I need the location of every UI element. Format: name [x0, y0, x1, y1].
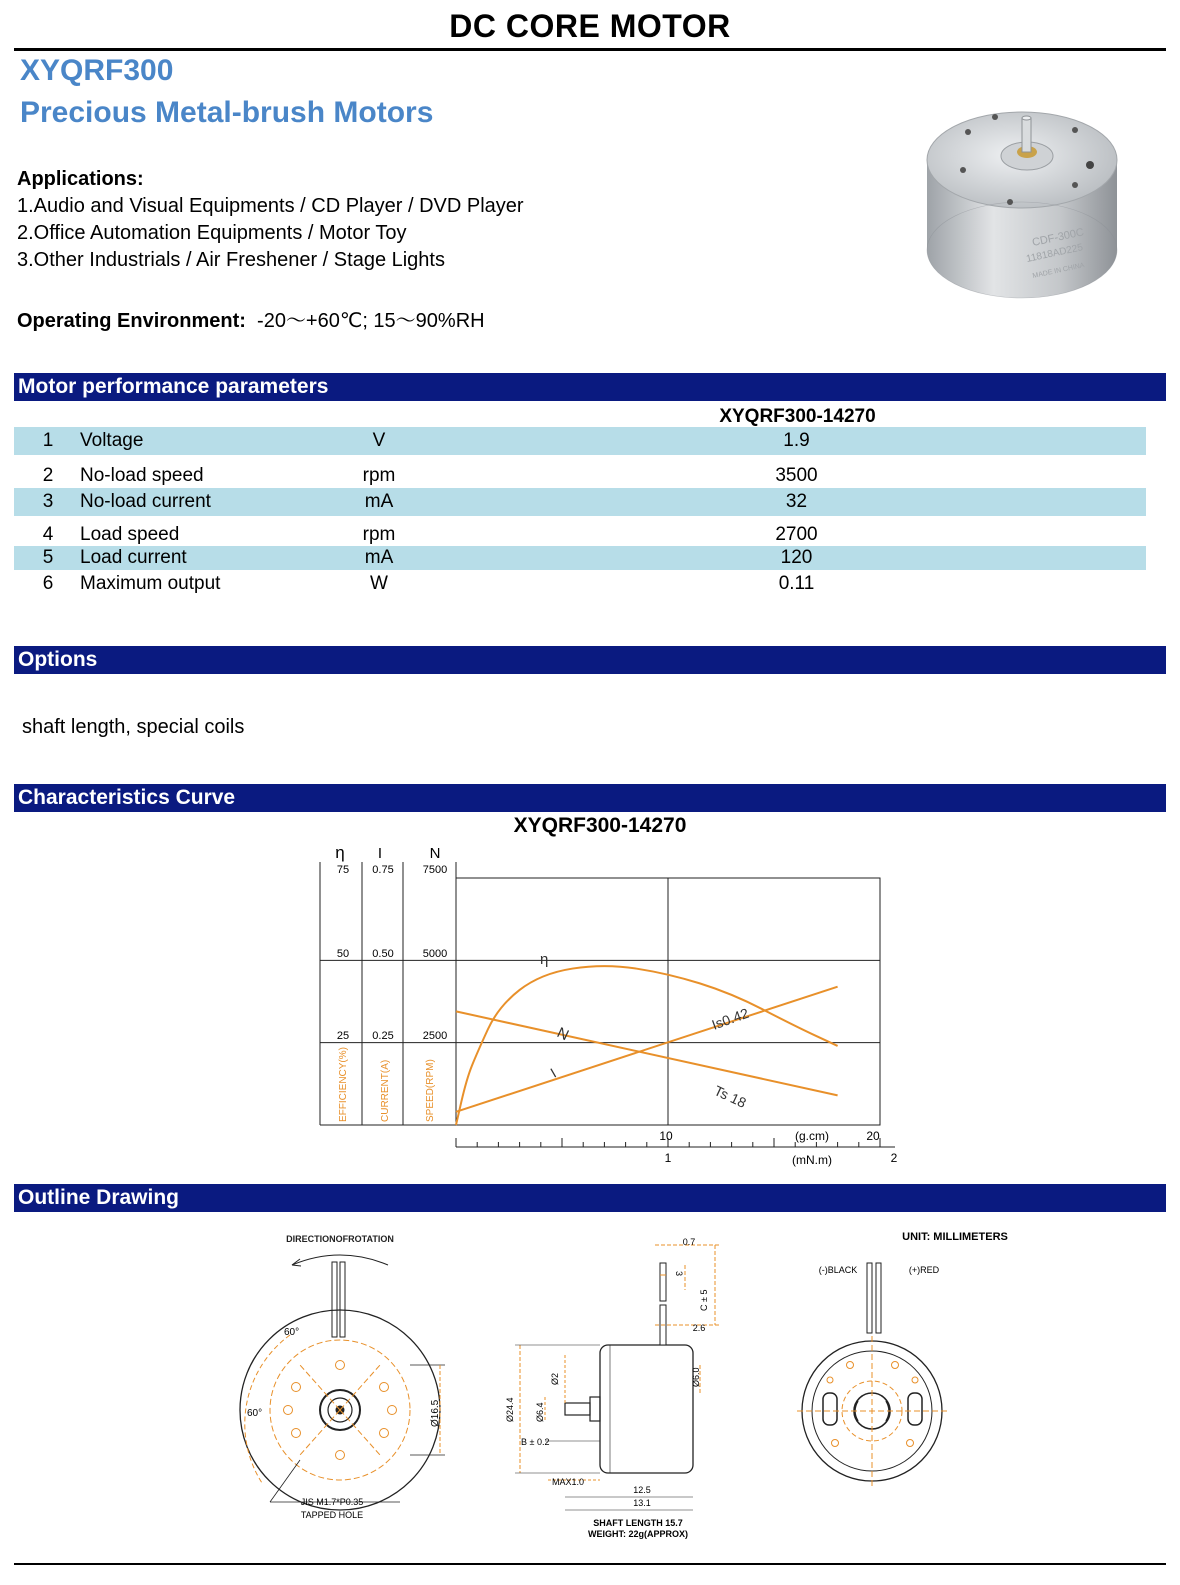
table-row: [14, 488, 1146, 516]
row-number: 4: [42, 524, 54, 545]
current-tick-label: 0.25: [372, 1030, 394, 1042]
application-item: 3.Other Industrials / Air Freshener / Stage Lights: [17, 249, 445, 271]
row-parameter: Load speed: [80, 524, 180, 545]
application-item: 1.Audio and Visual Equipments / CD Player / DVD Player: [17, 195, 524, 217]
tapped-hole-label: TAPPED HOLE: [300, 1510, 364, 1520]
environment-value: -20～+60℃; 15～90%RH: [257, 310, 485, 332]
eff-axis-title: EFFICIENCY(%): [338, 1047, 349, 1122]
table-row: [14, 571, 1146, 597]
dim-dia-6-0: Ø6.0: [691, 1367, 701, 1387]
row-unit: rpm: [362, 465, 396, 486]
weight-label: WEIGHT: 22g(APPROX): [587, 1529, 689, 1539]
dim-2-6: 2.6: [692, 1323, 706, 1333]
curve-heading: Characteristics Curve: [14, 784, 1166, 812]
chart-plot-group: [320, 862, 895, 1147]
page-title: DC CORE MOTOR: [449, 8, 731, 44]
current-axis-title: CURRENT(A): [380, 1059, 391, 1122]
dim-c-5: C ± 5: [699, 1289, 709, 1311]
row-unit: mA: [364, 547, 394, 568]
outline-drawing: [0, 1215, 1180, 1560]
table-row: [14, 462, 1146, 490]
current-axis-symbol: I: [377, 845, 383, 862]
row-value: 2700: [775, 524, 818, 545]
dim-dia-6-4: Ø6.4: [535, 1402, 545, 1422]
x-tick-label-gcm: 10: [659, 1129, 673, 1143]
row-parameter: No-load speed: [80, 465, 204, 486]
row-unit: rpm: [362, 524, 396, 545]
operating-environment: [17, 304, 485, 333]
environment-label: Operating Environment:: [17, 310, 246, 332]
i-curve-label: I: [547, 1064, 559, 1081]
characteristics-chart: [300, 840, 910, 1180]
eff-axis-symbol: η: [335, 843, 345, 862]
angle-label: 60°: [247, 1408, 263, 1419]
dim-dia-2: Ø2: [550, 1372, 560, 1385]
eff-tick-label: 50: [336, 948, 350, 960]
current-tick-label: 0.50: [372, 948, 394, 960]
title-rule: [14, 48, 1166, 51]
eff-tick-label: 25: [336, 1030, 350, 1042]
bottom-rule: [14, 1563, 1166, 1565]
diameter-16-5-label: Ø16.5: [430, 1399, 441, 1427]
current-curve: [456, 987, 838, 1112]
row-value: 3500: [775, 465, 818, 486]
row-value: 0.11: [778, 573, 815, 594]
dim-dia-24-4: Ø24.4: [505, 1397, 515, 1422]
row-value: 32: [785, 491, 808, 512]
dim-b-0-2: B ± 0.2: [521, 1437, 550, 1447]
dim-3: 3: [674, 1271, 684, 1277]
applications-heading: Applications:: [17, 168, 144, 190]
side-view: [515, 1245, 720, 1510]
options-heading: Options: [14, 646, 1166, 674]
red-wire-label: (+)RED: [908, 1265, 940, 1275]
angle-label: 60°: [284, 1327, 300, 1338]
eff-tick-label: 75: [336, 864, 350, 876]
x-tick-label-mnm: 1: [664, 1151, 672, 1165]
row-value: 120: [780, 547, 813, 568]
row-parameter: No-load current: [80, 491, 211, 512]
row-number: 6: [42, 573, 54, 594]
outline-heading: Outline Drawing: [14, 1184, 1166, 1212]
rear-view: [797, 1263, 947, 1486]
speed-tick-label: 7500: [422, 864, 448, 876]
row-number: 1: [42, 430, 54, 451]
options-text: shaft length, special coils: [22, 716, 245, 738]
dim-max-1-0: MAX1.0: [551, 1477, 585, 1487]
table-row: [14, 546, 1146, 570]
application-item: 2.Office Automation Equipments / Motor Toy: [17, 222, 407, 244]
dim-13-1: 13.1: [633, 1498, 651, 1508]
unit-label: UNIT: MILLIMETERS: [902, 1231, 1008, 1243]
table-row: [14, 521, 1146, 549]
speed-axis-title: SPEED(RPM): [425, 1059, 436, 1122]
x-unit-gcm: (g.cm): [795, 1129, 829, 1143]
x-unit-mnm: (mN.m): [792, 1153, 832, 1167]
stall-current-label: Is0.42: [709, 1004, 751, 1033]
dim-0-7: 0.7: [682, 1237, 696, 1247]
speed-tick-label: 5000: [422, 948, 448, 960]
photo-marking: CDF-300C: [1031, 226, 1086, 249]
curve-title: XYQRF300-14270: [513, 814, 687, 837]
current-tick-label: 0.75: [372, 864, 394, 876]
row-parameter: Voltage: [80, 430, 144, 451]
row-number: 5: [42, 547, 54, 568]
speed-axis-symbol: N: [429, 845, 441, 862]
product-subtitle: Precious Metal-brush Motors: [20, 96, 434, 129]
row-unit: W: [370, 573, 388, 594]
photo-marking: 11818AD225: [1025, 242, 1085, 265]
dim-12-5: 12.5: [633, 1485, 651, 1495]
stall-torque-label: Ts 18: [711, 1082, 749, 1111]
x-tick-label-gcm: 20: [866, 1129, 880, 1143]
x-tick-label-mnm: 2: [890, 1151, 898, 1165]
speed-curve: [456, 1011, 838, 1095]
black-wire-label: (-)BLACK: [818, 1265, 858, 1275]
row-unit: mA: [364, 491, 394, 512]
table-row: [14, 427, 1146, 455]
front-view: [240, 1234, 445, 1510]
speed-tick-label: 2500: [422, 1030, 448, 1042]
performance-heading: Motor performance parameters: [14, 373, 1166, 401]
tapped-hole-spec: JIS M1.7*P0.35: [300, 1497, 364, 1507]
row-value: 1.9: [783, 430, 810, 451]
eta-curve-label: η: [540, 951, 549, 968]
side-body-outline: [600, 1345, 693, 1473]
rotation-direction-label: DIRECTIONOFROTATION: [286, 1234, 394, 1244]
performance-model-column: XYQRF300-14270: [719, 406, 876, 427]
row-unit: V: [372, 430, 386, 451]
efficiency-curve: [456, 966, 838, 1125]
row-parameter: Maximum output: [80, 573, 221, 594]
photo-marking: MADE IN CHINA: [1031, 262, 1086, 280]
model-name: XYQRF300: [20, 54, 174, 87]
shaft-length-label: SHAFT LENGTH 15.7: [593, 1518, 683, 1528]
row-parameter: Load current: [80, 547, 187, 568]
motor-photo: [915, 100, 1130, 300]
n-curve-label: N: [554, 1024, 572, 1045]
row-number: 3: [42, 491, 54, 512]
row-number: 2: [42, 465, 54, 486]
